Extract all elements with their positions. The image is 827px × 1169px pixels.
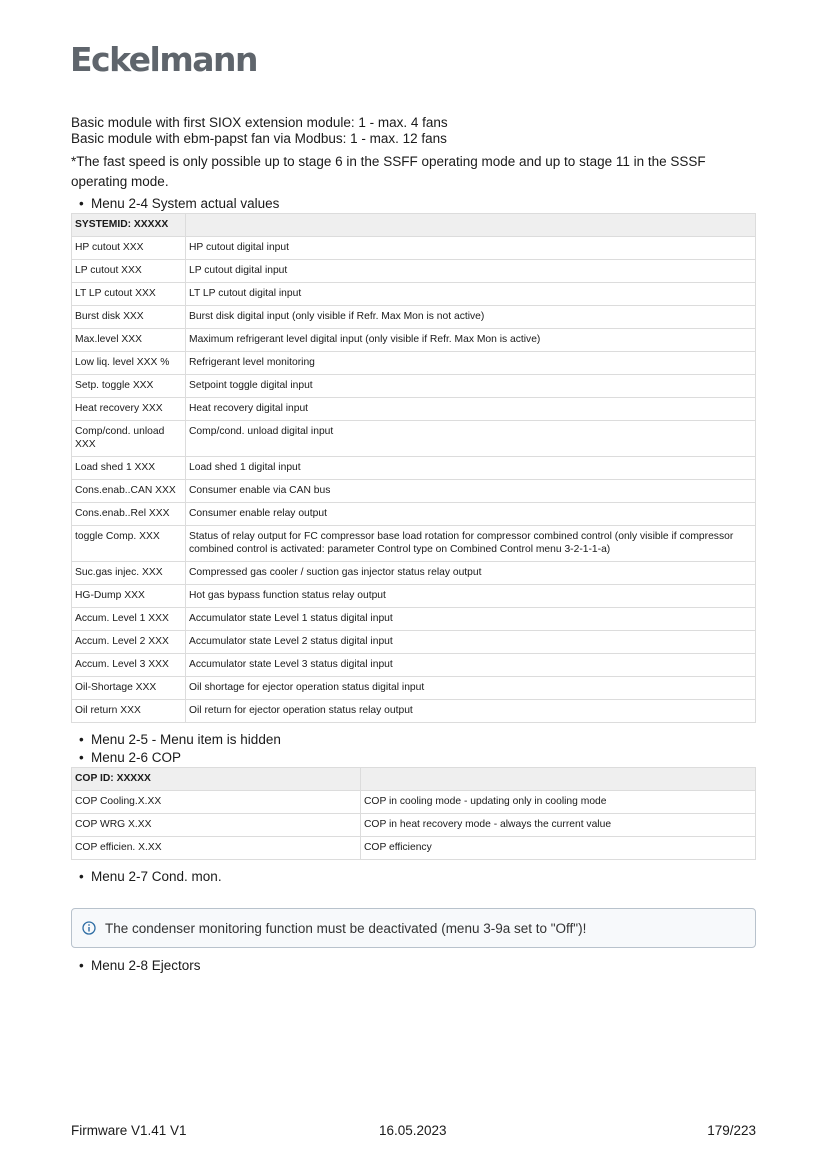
table-row xyxy=(72,562,756,585)
table-row xyxy=(72,480,756,503)
table-row xyxy=(72,375,756,398)
table-header-cell xyxy=(361,768,756,791)
parameter-cell: COP WRG X.XX xyxy=(72,814,361,837)
description-cell: COP in cooling mode - updating only in cooling mode xyxy=(361,791,756,814)
description-cell: Compressed gas cooler / suction gas injector status relay output xyxy=(186,562,756,585)
footer-firmware: Firmware V1.41 V1 xyxy=(71,1123,187,1138)
footer-date: 16.05.2023 xyxy=(379,1123,447,1138)
parameter-cell: Comp/cond. unload XXX xyxy=(72,421,186,457)
intro-note: *The fast speed is only possible up to stage 6 in the SSFF operating mode and up to stage 11 in the SSSF operating mode. xyxy=(71,154,706,189)
parameter-cell: Setp. toggle XXX xyxy=(72,375,186,398)
description-cell: COP in heat recovery mode - always the current value xyxy=(361,814,756,837)
table-row xyxy=(72,306,756,329)
intro-line-2: Basic module with ebm-papst fan via Modbus: 1 - max. 12 fans xyxy=(71,131,447,146)
info-icon xyxy=(82,921,96,935)
info-note-text: The condenser monitoring function must be deactivated (menu 3-9a set to "Off")! xyxy=(105,920,587,936)
description-cell: Load shed 1 digital input xyxy=(186,457,756,480)
parameter-cell: COP efficien. X.XX xyxy=(72,837,361,860)
table-row xyxy=(72,631,756,654)
parameter-cell: Accum. Level 1 XXX xyxy=(72,608,186,631)
table-row xyxy=(72,457,756,480)
table-header-row xyxy=(72,768,756,791)
cop-table xyxy=(71,767,756,860)
table-header-row xyxy=(72,214,756,237)
table-row xyxy=(72,526,756,562)
table-header-cell: COP ID: XXXXX xyxy=(72,768,361,791)
description-cell: Setpoint toggle digital input xyxy=(186,375,756,398)
parameter-cell: COP Cooling.X.XX xyxy=(72,791,361,814)
description-cell: Comp/cond. unload digital input xyxy=(186,421,756,457)
parameter-cell: Accum. Level 2 XXX xyxy=(72,631,186,654)
bullet-menu-2-7: • Menu 2-7 Cond. mon. xyxy=(79,869,222,884)
description-cell: Accumulator state Level 3 status digital input xyxy=(186,654,756,677)
bullet-menu-2-8: • Menu 2-8 Ejectors xyxy=(79,958,201,973)
table-row xyxy=(72,814,756,837)
table-row xyxy=(72,260,756,283)
info-note xyxy=(71,908,756,948)
footer-page-number: 179/223 xyxy=(707,1123,756,1138)
company-logo: Eckelmann xyxy=(70,40,257,79)
parameter-cell: LP cutout XXX xyxy=(72,260,186,283)
table-header-cell: SYSTEMID: XXXXX xyxy=(72,214,186,237)
parameter-cell: HG-Dump XXX xyxy=(72,585,186,608)
table-row xyxy=(72,283,756,306)
parameter-cell: Cons.enab..CAN XXX xyxy=(72,480,186,503)
description-cell: LT LP cutout digital input xyxy=(186,283,756,306)
description-cell: Hot gas bypass function status relay output xyxy=(186,585,756,608)
description-cell: Oil shortage for ejector operation status digital input xyxy=(186,677,756,700)
intro-line-1: Basic module with first SIOX extension module: 1 - max. 4 fans xyxy=(71,115,448,130)
parameter-cell: Oil return XXX xyxy=(72,700,186,723)
parameter-cell: Low liq. level XXX % xyxy=(72,352,186,375)
table-row xyxy=(72,837,756,860)
table-row xyxy=(72,503,756,526)
description-cell: Status of relay output for FC compressor base load rotation for compressor combined control (only visible if compressor combined control is activated: parameter Control type on Combined Control menu 3-2-1-1-a) xyxy=(186,526,756,562)
table-row xyxy=(72,398,756,421)
table-row xyxy=(72,791,756,814)
bullet-menu-2-6: • Menu 2-6 COP xyxy=(79,750,182,765)
page-content xyxy=(71,115,756,975)
description-cell: Consumer enable via CAN bus xyxy=(186,480,756,503)
parameter-cell: Burst disk XXX xyxy=(72,306,186,329)
table-row xyxy=(72,585,756,608)
table-row xyxy=(72,329,756,352)
bullet-menu-2-4: • Menu 2-4 System actual values xyxy=(79,196,280,211)
description-cell: Heat recovery digital input xyxy=(186,398,756,421)
parameter-cell: Heat recovery XXX xyxy=(72,398,186,421)
parameter-cell: Max.level XXX xyxy=(72,329,186,352)
parameter-cell: Accum. Level 3 XXX xyxy=(72,654,186,677)
parameter-cell: Oil-Shortage XXX xyxy=(72,677,186,700)
description-cell: Maximum refrigerant level digital input (only visible if Refr. Max Mon is active) xyxy=(186,329,756,352)
system-values-table xyxy=(71,213,756,723)
bullet-menu-2-5: • Menu 2-5 - Menu item is hidden xyxy=(79,732,281,747)
parameter-cell: LT LP cutout XXX xyxy=(72,283,186,306)
table-row xyxy=(72,677,756,700)
table-row xyxy=(72,421,756,457)
description-cell: HP cutout digital input xyxy=(186,237,756,260)
table-row xyxy=(72,237,756,260)
description-cell: Accumulator state Level 2 status digital input xyxy=(186,631,756,654)
description-cell: Accumulator state Level 1 status digital input xyxy=(186,608,756,631)
description-cell: Oil return for ejector operation status relay output xyxy=(186,700,756,723)
description-cell: Refrigerant level monitoring xyxy=(186,352,756,375)
parameter-cell: Cons.enab..Rel XXX xyxy=(72,503,186,526)
table-row xyxy=(72,700,756,723)
parameter-cell: Load shed 1 XXX xyxy=(72,457,186,480)
table-header-cell xyxy=(186,214,756,237)
parameter-cell: toggle Comp. XXX xyxy=(72,526,186,562)
description-cell: LP cutout digital input xyxy=(186,260,756,283)
description-cell: Burst disk digital input (only visible if Refr. Max Mon is not active) xyxy=(186,306,756,329)
parameter-cell: HP cutout XXX xyxy=(72,237,186,260)
table-row xyxy=(72,608,756,631)
parameter-cell: Suc.gas injec. XXX xyxy=(72,562,186,585)
table-row xyxy=(72,654,756,677)
description-cell: COP efficiency xyxy=(361,837,756,860)
description-cell: Consumer enable relay output xyxy=(186,503,756,526)
table-row xyxy=(72,352,756,375)
